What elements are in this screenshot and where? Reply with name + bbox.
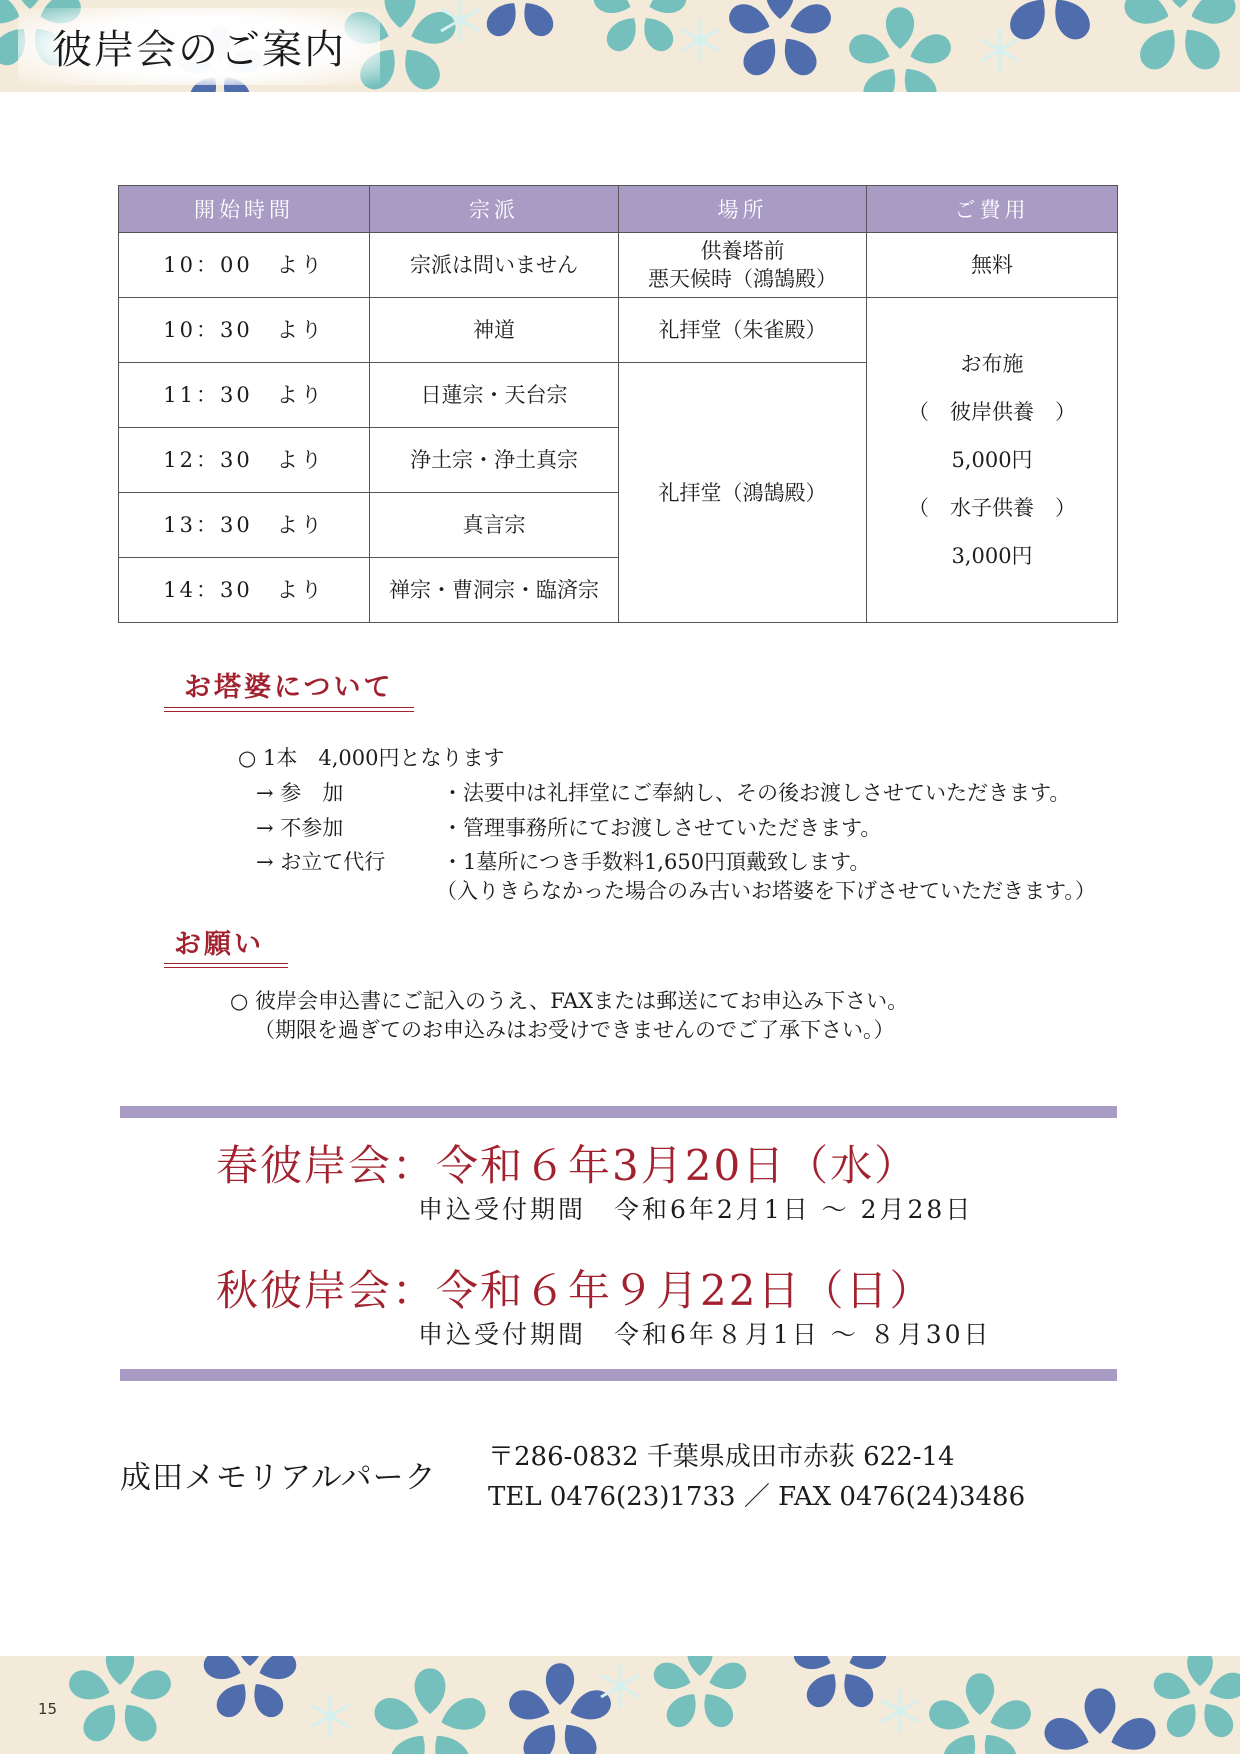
request-note: （期限を過ぎてのお申込みはお受けできませんのでご了承下さい。）: [254, 1018, 895, 1042]
toba-option-desc: ・法要中は礼拝堂にご奉納し、その後お渡しさせていただきます。: [442, 781, 1071, 805]
toba-heading: お塔婆について: [184, 672, 394, 703]
request-line: ○ 彼岸会申込書にご記入のうえ、FAXまたは郵送にてお申込み下さい。: [230, 989, 909, 1013]
sect-cell: 宗派は問いません: [370, 233, 619, 298]
autumn-application-period: 申込受付期間 令和6年８月1日 ～ ８月30日: [418, 1320, 992, 1349]
offering-item-name: （ 水子供養 ）: [908, 496, 1076, 520]
time-cell: 13：30 より: [119, 493, 370, 558]
spring-application-period: 申込受付期間 令和6年2月1日 ～ 2月28日: [418, 1195, 974, 1224]
title-backdrop: [18, 8, 380, 85]
toba-option-label: → 不参加: [256, 816, 344, 840]
schedule-table: [118, 185, 1118, 623]
organization-name: 成田メモリアルパーク: [120, 1460, 437, 1496]
offering-fee-cell: [867, 298, 1118, 623]
sect-cell: 浄土宗・浄土真宗: [370, 428, 619, 493]
sect-cell: 真言宗: [370, 493, 619, 558]
toba-price-line: ○ 1本 4,000円となります: [238, 746, 505, 770]
table-header-row: [119, 186, 1118, 233]
toba-heading-underline: [164, 707, 414, 712]
request-heading-underline: [164, 963, 288, 968]
place-line: 供養塔前: [700, 239, 785, 263]
postal-address: 〒286-0832 千葉県成田市赤荻 622-14: [488, 1442, 955, 1472]
time-cell: 12：30 より: [119, 428, 370, 493]
toba-option-label: → 参 加: [256, 781, 344, 805]
offering-item-name: （ 彼岸供養 ）: [908, 400, 1076, 424]
page-number: 15: [38, 1700, 58, 1718]
toba-option-desc: ・管理事務所にてお渡しさせていただきます。: [442, 816, 882, 840]
offering-label: お布施: [960, 352, 1024, 376]
place-cell: 礼拝堂（朱雀殿）: [619, 298, 867, 363]
toba-option-desc: ・1墓所につき手数料1,650円頂戴致します。: [442, 850, 871, 874]
sect-cell: 日蓮宗・天台宗: [370, 363, 619, 428]
place-line: 悪天候時（鴻鵠殿）: [648, 267, 837, 291]
header-sect: 宗派: [370, 186, 619, 233]
footer-banner: [0, 1656, 1240, 1754]
sect-cell: 神道: [370, 298, 619, 363]
offering-item-price: 3,000円: [951, 544, 1033, 568]
table-row: [119, 233, 1118, 298]
table-row: [119, 298, 1118, 363]
spring-higan-title: 春彼岸会：令和６年3月20日（水）: [216, 1141, 919, 1190]
time-cell: 11：30 より: [119, 363, 370, 428]
time-cell: 10：00 より: [119, 233, 370, 298]
place-cell: [619, 233, 867, 298]
header-banner: [0, 0, 1240, 92]
header-start-time: 開始時間: [119, 186, 370, 233]
sect-cell: 禅宗・曹洞宗・臨済宗: [370, 558, 619, 623]
divider-bar: [120, 1369, 1117, 1381]
time-cell: 10：30 より: [119, 298, 370, 363]
header-place: 場所: [619, 186, 867, 233]
time-cell: 14：30 より: [119, 558, 370, 623]
header-fee: ご費用: [867, 186, 1118, 233]
autumn-higan-title: 秋彼岸会：令和６年９月22日（日）: [216, 1266, 934, 1315]
toba-option-label: → お立て代行: [256, 850, 386, 874]
place-cell: 礼拝堂（鴻鵠殿）: [619, 363, 867, 623]
request-heading: お願い: [174, 929, 264, 960]
page-title: 彼岸会のご案内: [52, 27, 346, 73]
divider-bar: [120, 1106, 1117, 1118]
phone-fax: TEL 0476(23)1733 ／ FAX 0476(24)3486: [488, 1482, 1026, 1512]
toba-note: （入りきらなかった場合のみ古いお塔婆を下げさせていただきます。）: [436, 879, 1096, 903]
fee-cell: 無料: [867, 233, 1118, 298]
floral-pattern-bottom: [0, 1656, 1240, 1754]
offering-item-price: 5,000円: [951, 448, 1033, 472]
